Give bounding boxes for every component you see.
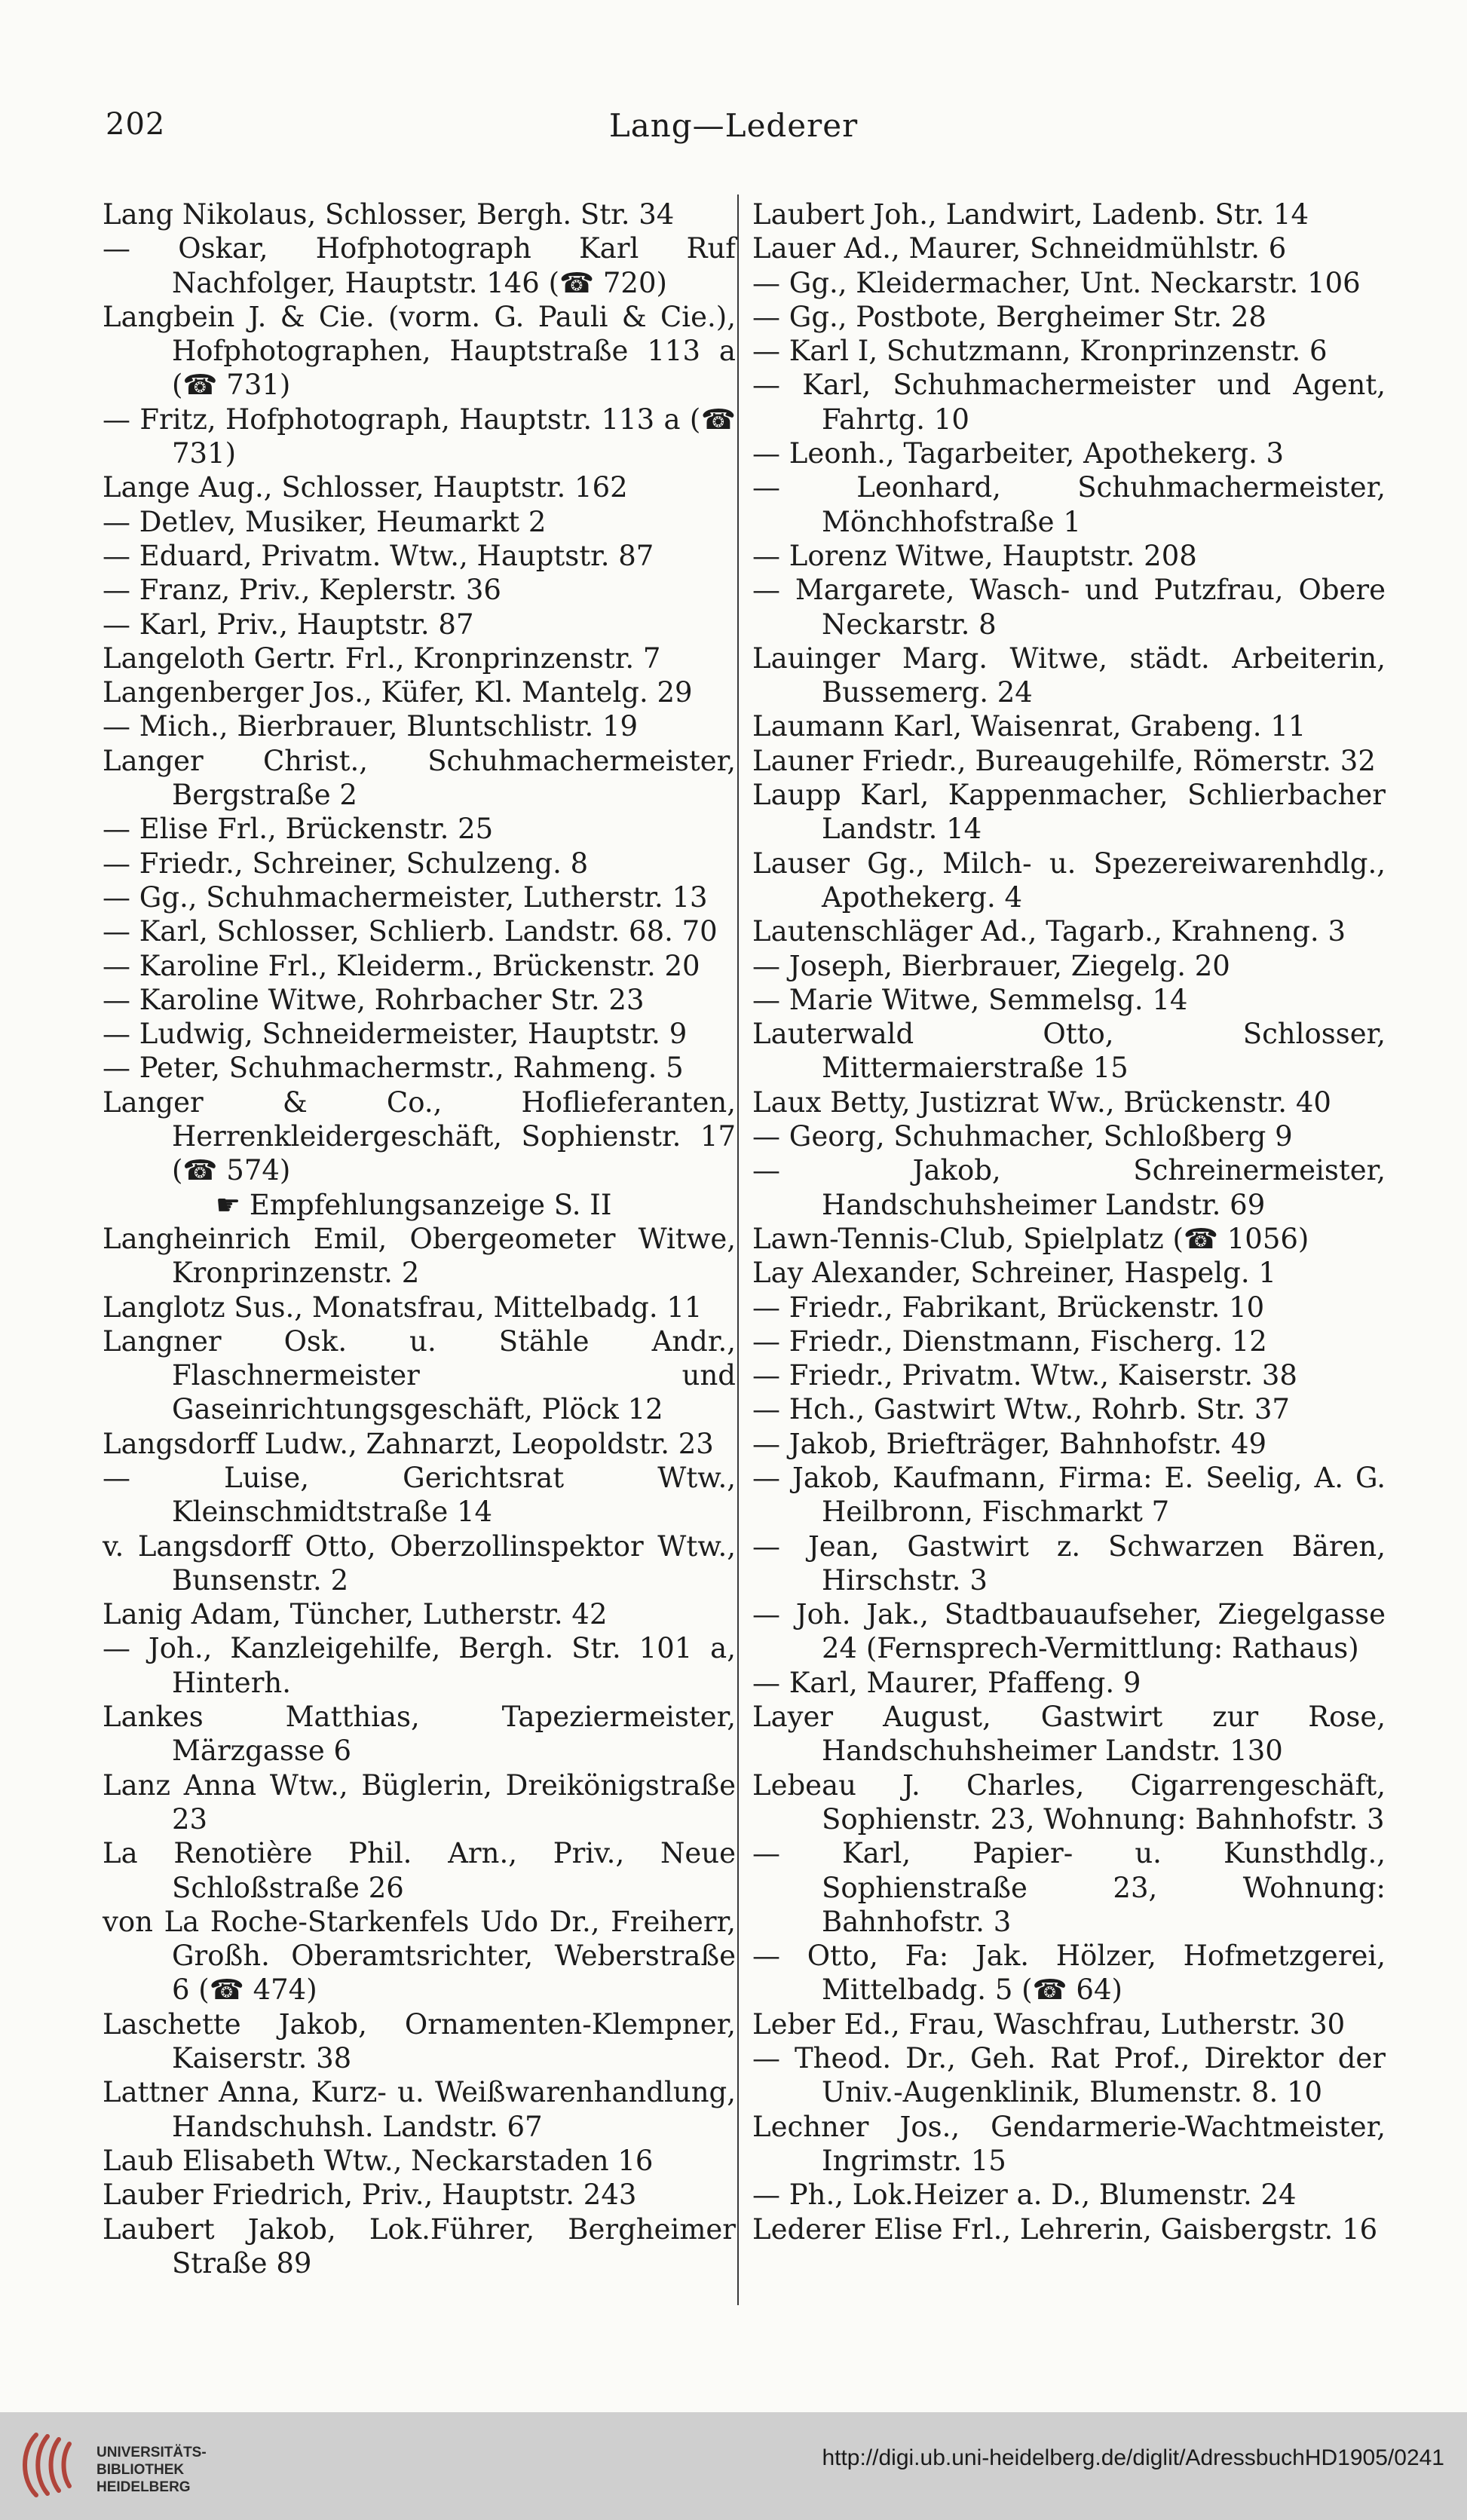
directory-entry: Lechner Jos., Gendarmerie-Wachtmeister, Ingrimstr. 15 <box>752 2110 1386 2177</box>
directory-entry: — Hch., Gastwirt Wtw., Rohrb. Str. 37 <box>752 1393 1290 1426</box>
directory-entry: — Theod. Dr., Geh. Rat Prof., Direktor der Univ.-Augenklinik, Blumenstr. 8. 10 <box>752 2042 1386 2109</box>
directory-entry: — Eduard, Privatm. Wtw., Hauptstr. 87 <box>103 539 654 572</box>
directory-entry: von La Roche-Starkenfels Udo Dr., Freiherr, Großh. Oberamtsrichter, Weberstraße 6 (☎ 474) <box>103 1905 736 2007</box>
directory-entry: Laubert Joh., Landwirt, Ladenb. Str. 14 <box>752 198 1309 231</box>
directory-entry: Langner Osk. u. Stähle Andr., Flaschnermeister und Gaseinrichtungsgeschäft, Plöck 12 <box>103 1324 736 1426</box>
directory-entry: — Ph., Lok.Heizer a. D., Blumenstr. 24 <box>752 2179 1297 2212</box>
directory-entry: Langsdorff Ludw., Zahnarzt, Leopoldstr. 23 <box>103 1427 714 1460</box>
footer-bar <box>0 2412 1467 2520</box>
directory-entry: — Karl I, Schutzmann, Kronprinzenstr. 6 <box>752 335 1328 368</box>
directory-entry: Langbein J. & Cie. (vorm. G. Pauli & Cie.), Hofphotographen, Hauptstraße 113 a (☎ 731) <box>103 300 736 402</box>
directory-entry: — Gg., Postbote, Bergheimer Str. 28 <box>752 300 1266 333</box>
directory-entry: Lauer Ad., Maurer, Schneidmühlstr. 6 <box>752 232 1287 265</box>
directory-entry: ☛ Empfehlungsanzeige S. II <box>216 1188 612 1221</box>
directory-entry: — Oskar, Hofphotograph Karl Ruf Nachfolger, Hauptstr. 146 (☎ 720) <box>103 232 736 299</box>
directory-entry: Lawn-Tennis-Club, Spielplatz (☎ 1056) <box>752 1222 1309 1255</box>
directory-entry: Langenberger Jos., Küfer, Kl. Mantelg. 29 <box>103 676 693 709</box>
source-url-link[interactable]: http://digi.ub.uni-heidelberg.de/diglit/AdressbuchHD1905/0241 <box>822 2445 1444 2470</box>
directory-entry: — Fritz, Hofphotograph, Hauptstr. 113 a (☎ 731) <box>103 403 736 470</box>
library-name-line: BIBLIOTHEK <box>96 2462 185 2478</box>
directory-entry: Langer Christ., Schuhmachermeister, Bergstraße 2 <box>103 744 736 812</box>
directory-entry: Lauterwald Otto, Schlosser, Mittermaierstraße 15 <box>752 1018 1386 1085</box>
directory-entry: Lederer Elise Frl., Lehrerin, Gaisbergstr. 16 <box>752 2212 1378 2246</box>
directory-entry: Laub Elisabeth Wtw., Neckarstaden 16 <box>103 2144 654 2177</box>
directory-entry: Lauber Friedrich, Priv., Hauptstr. 243 <box>103 2179 637 2212</box>
directory-entry: Lankes Matthias, Tapeziermeister, Märzgasse 6 <box>103 1701 736 1768</box>
directory-entry: — Leonh., Tagarbeiter, Apothekerg. 3 <box>752 437 1285 470</box>
directory-entry: — Karl, Schlosser, Schlierb. Landstr. 68. 70 <box>103 915 718 948</box>
directory-entry: Launer Friedr., Bureaugehilfe, Römerstr. 32 <box>752 744 1376 777</box>
directory-entry: — Otto, Fa: Jak. Hölzer, Hofmetzgerei, Mittelbadg. 5 (☎ 64) <box>752 1940 1386 2007</box>
directory-entry: — Peter, Schuhmachermstr., Rahmeng. 5 <box>103 1052 684 1085</box>
directory-entry: v. Langsdorff Otto, Oberzollinspektor Wtw., Bunsenstr. 2 <box>103 1529 736 1597</box>
directory-entry: — Karl, Priv., Hauptstr. 87 <box>103 608 474 641</box>
directory-entry: — Joh. Jak., Stadtbauaufseher, Ziegelgasse 24 (Fernsprech-Vermittlung: Rathaus) <box>752 1598 1386 1665</box>
directory-entry: — Margarete, Wasch- und Putzfrau, Obere Neckarstr. 8 <box>752 574 1386 641</box>
directory-entry: La Renotière Phil. Arn., Priv., Neue Schloßstraße 26 <box>103 1837 736 1904</box>
library-name-line: UNIVERSITÄTS- <box>96 2445 207 2460</box>
page-number: 202 <box>106 107 166 142</box>
directory-entry: — Karl, Papier- u. Kunsthdlg., Sophienstraße 23, Wohnung: Bahnhofstr. 3 <box>752 1837 1386 1938</box>
directory-entry: Laumann Karl, Waisenrat, Grabeng. 11 <box>752 710 1306 743</box>
directory-entry: Laupp Karl, Kappenmacher, Schlierbacher Landstr. 14 <box>752 779 1386 846</box>
directory-entry: — Joseph, Bierbrauer, Ziegelg. 20 <box>752 949 1230 982</box>
directory-entry: Laubert Jakob, Lok.Führer, Bergheimer Straße 89 <box>103 2212 736 2280</box>
directory-entry: — Franz, Priv., Keplerstr. 36 <box>103 574 501 607</box>
library-name-line: HEIDELBERG <box>96 2479 191 2495</box>
directory-entry: — Elise Frl., Brückenstr. 25 <box>103 813 494 846</box>
directory-entry: Langer & Co., Hoflieferanten, Herrenkleidergeschäft, Sophienstr. 17 (☎ 574) <box>103 1085 736 1187</box>
directory-entry: — Marie Witwe, Semmelsg. 14 <box>752 983 1188 1016</box>
directory-entry: — Gg., Kleidermacher, Unt. Neckarstr. 106 <box>752 266 1361 299</box>
directory-entry: — Karl, Maurer, Pfaffeng. 9 <box>752 1666 1141 1699</box>
directory-entry: — Karoline Frl., Kleiderm., Brückenstr. 20 <box>103 949 700 982</box>
directory-entry: — Georg, Schuhmacher, Schloßberg 9 <box>752 1120 1293 1153</box>
directory-entry: Lanig Adam, Tüncher, Lutherstr. 42 <box>103 1598 608 1631</box>
library-seal-icon <box>14 2427 81 2503</box>
directory-entry: — Jakob, Briefträger, Bahnhofstr. 49 <box>752 1427 1266 1460</box>
directory-entry: Langeloth Gertr. Frl., Kronprinzenstr. 7 <box>103 641 661 675</box>
directory-entry: Laux Betty, Justizrat Ww., Brückenstr. 40 <box>752 1085 1331 1119</box>
library-name <box>96 2444 207 2496</box>
directory-entry: — Karl, Schuhmachermeister und Agent, Fahrtg. 10 <box>752 369 1386 436</box>
directory-entry: Lanz Anna Wtw., Büglerin, Dreikönigstraße 23 <box>103 1768 736 1836</box>
directory-entry: Langheinrich Emil, Obergeometer Witwe, Kronprinzenstr. 2 <box>103 1222 736 1290</box>
directory-entry: Lauinger Marg. Witwe, städt. Arbeiterin, Bussemerg. 24 <box>752 641 1386 709</box>
directory-entry: — Jakob, Kaufmann, Firma: E. Seelig, A. G. Heilbronn, Fischmarkt 7 <box>752 1461 1386 1529</box>
directory-entry: — Lorenz Witwe, Hauptstr. 208 <box>752 539 1197 572</box>
directory-entry: — Gg., Schuhmachermeister, Lutherstr. 13 <box>103 880 708 914</box>
directory-entry: Layer August, Gastwirt zur Rose, Handschuhsheimer Landstr. 130 <box>752 1701 1386 1768</box>
library-logo[interactable] <box>14 2427 270 2503</box>
directory-entry: — Friedr., Schreiner, Schulzeng. 8 <box>103 847 589 880</box>
directory-entry: — Ludwig, Schneidermeister, Hauptstr. 9 <box>103 1018 688 1051</box>
directory-entry: Leber Ed., Frau, Waschfrau, Lutherstr. 30 <box>752 2007 1346 2041</box>
running-head: Lang—Lederer <box>608 107 859 144</box>
right-column <box>752 197 1386 2246</box>
directory-entry: — Jean, Gastwirt z. Schwarzen Bären, Hirschstr. 3 <box>752 1529 1386 1597</box>
directory-entry: Lebeau J. Charles, Cigarrengeschäft, Sophienstr. 23, Wohnung: Bahnhofstr. 3 <box>752 1768 1386 1836</box>
directory-entry: — Friedr., Dienstmann, Fischerg. 12 <box>752 1324 1267 1358</box>
directory-entry: — Luise, Gerichtsrat Wtw., Kleinschmidtstraße 14 <box>103 1461 736 1529</box>
directory-entry: Lang Nikolaus, Schlosser, Bergh. Str. 34 <box>103 198 675 231</box>
directory-entry: Lay Alexander, Schreiner, Haspelg. 1 <box>752 1257 1276 1290</box>
directory-entry: Lautenschläger Ad., Tagarb., Krahneng. 3 <box>752 915 1346 948</box>
directory-entry: — Karoline Witwe, Rohrbacher Str. 23 <box>103 983 645 1016</box>
directory-entry: — Joh., Kanzleigehilfe, Bergh. Str. 101 a, Hinterh. <box>103 1632 736 1699</box>
column-divider <box>737 194 739 2305</box>
directory-entry: — Detlev, Musiker, Heumarkt 2 <box>103 505 547 538</box>
directory-entry: Lattner Anna, Kurz- u. Weißwarenhandlung, Handschuhsh. Landstr. 67 <box>103 2076 736 2143</box>
directory-entry: Lauser Gg., Milch- u. Spezereiwarenhdlg., Apothekerg. 4 <box>752 847 1386 914</box>
directory-entry: Langlotz Sus., Monatsfrau, Mittelbadg. 11 <box>103 1291 703 1324</box>
directory-entry: Lange Aug., Schlosser, Hauptstr. 162 <box>103 471 628 504</box>
directory-entry: — Mich., Bierbrauer, Bluntschlistr. 19 <box>103 710 639 743</box>
left-column <box>103 197 736 2280</box>
directory-entry: Laschette Jakob, Ornamenten-Klempner, Kaiserstr. 38 <box>103 2007 736 2075</box>
directory-entry: — Leonhard, Schuhmachermeister, Mönchhofstraße 1 <box>752 471 1386 538</box>
directory-entry: — Jakob, Schreinermeister, Handschuhsheimer Landstr. 69 <box>752 1154 1386 1221</box>
directory-entry: — Friedr., Fabrikant, Brückenstr. 10 <box>752 1291 1265 1324</box>
directory-entry: — Friedr., Privatm. Wtw., Kaiserstr. 38 <box>752 1359 1297 1392</box>
